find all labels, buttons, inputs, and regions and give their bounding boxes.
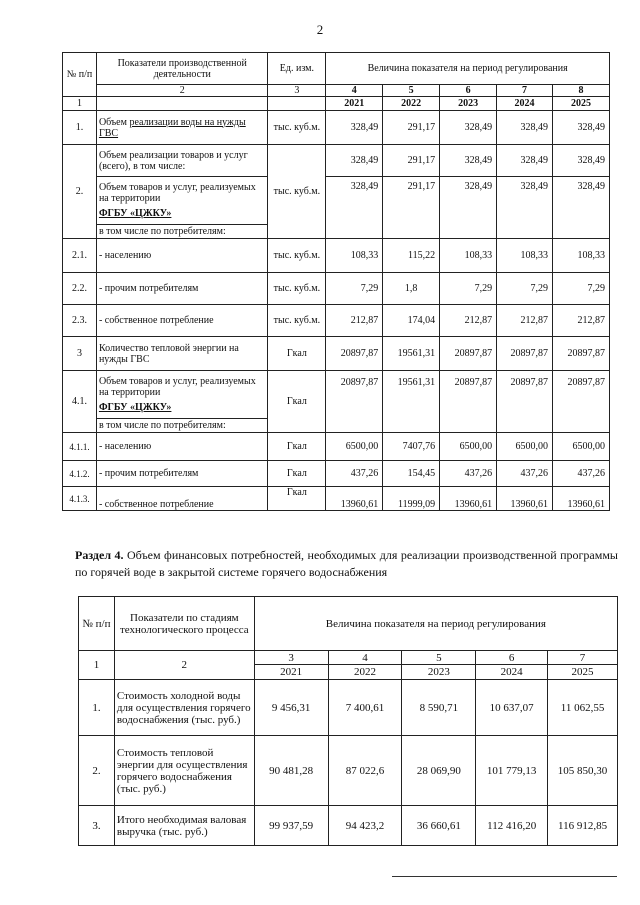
col-number: 5 — [402, 651, 476, 665]
value-cell: 20897,87 — [553, 371, 610, 433]
row-num: 2.3. — [63, 305, 97, 337]
value-cell: 20897,87 — [326, 337, 383, 371]
value-cell: 291,17 — [383, 177, 440, 239]
value-cell: 437,26 — [497, 461, 553, 487]
value-cell: 108,33 — [326, 239, 383, 273]
row-label: Итого необходимая валовая выручка (тыс. руб.) — [114, 806, 254, 846]
row-num: 2. — [79, 736, 115, 806]
row-num: 2.2. — [63, 273, 97, 305]
value-cell: 328,49 — [440, 111, 497, 145]
row-unit: Гкал — [268, 337, 326, 371]
value-cell: 94 423,2 — [328, 806, 402, 846]
row-unit: тыс. куб.м. — [268, 111, 326, 145]
row-num: 4.1. — [63, 371, 97, 433]
value-cell: 328,49 — [553, 177, 610, 239]
header-unit: Ед. изм. — [268, 53, 326, 85]
value-cell: 328,49 — [326, 145, 383, 177]
value-cell: 6500,00 — [497, 433, 553, 461]
row-label: - населению — [96, 433, 268, 461]
row-unit: Гкал — [268, 461, 326, 487]
col-number: 5 — [383, 85, 440, 97]
row-unit: тыс. куб.м. — [268, 273, 326, 305]
col-number: 6 — [440, 85, 497, 97]
row-num: 3. — [79, 806, 115, 846]
header-value-period: Величина показателя на период регулирования — [254, 597, 617, 651]
row-unit: Гкал — [268, 487, 326, 511]
section-4-label: Раздел 4. — [75, 548, 124, 562]
value-cell: 7 400,61 — [328, 680, 402, 736]
year-cell: 2021 — [326, 97, 383, 111]
value-cell: 437,26 — [553, 461, 610, 487]
value-cell: 6500,00 — [440, 433, 497, 461]
header-indicator: Показатели по стадиям технологического процесса — [114, 597, 254, 651]
value-cell: 212,87 — [553, 305, 610, 337]
value-cell: 87 022,6 — [328, 736, 402, 806]
financial-needs-table — [78, 596, 618, 846]
value-cell: 1,8 — [383, 273, 440, 305]
row-label: Количество тепловой энергии на нужды ГВС — [96, 337, 268, 371]
row-num: 3 — [63, 337, 97, 371]
row-num: 2.1. — [63, 239, 97, 273]
row-label: Объем товаров и услуг, реализуемых на территории ФГБУ «ЦЖКУ» — [96, 371, 268, 419]
row-num: 4.1.1. — [63, 433, 97, 461]
row-label: Объем реализации товаров и услуг (всего), в том числе: — [96, 145, 268, 177]
value-cell: 108,33 — [553, 239, 610, 273]
col-number: 7 — [548, 651, 618, 665]
row-num: 2. — [63, 145, 97, 239]
footer-divider — [392, 876, 617, 877]
row-label: - собственное потребление — [96, 487, 268, 511]
value-cell: 328,49 — [326, 111, 383, 145]
org-name: ФГБУ «ЦЖКУ» — [98, 208, 172, 219]
value-cell: 101 779,13 — [476, 736, 548, 806]
row-label: - населению — [96, 239, 268, 273]
value-cell: 112 416,20 — [476, 806, 548, 846]
year-cell: 2021 — [254, 665, 328, 680]
value-cell: 13960,61 — [326, 487, 383, 511]
value-cell: 99 937,59 — [254, 806, 328, 846]
col-number: 4 — [328, 651, 402, 665]
value-cell: 115,22 — [383, 239, 440, 273]
col-number: 6 — [476, 651, 548, 665]
value-cell: 291,17 — [383, 145, 440, 177]
value-cell: 20897,87 — [497, 371, 553, 433]
value-cell: 437,26 — [440, 461, 497, 487]
col-number-first: 1 — [63, 97, 97, 111]
value-cell: 328,49 — [440, 177, 497, 239]
header-indicator: Показатели производственной деятельности — [96, 53, 268, 85]
row-unit: Гкал — [268, 371, 326, 433]
col-number: 1 — [79, 651, 115, 680]
value-cell: 28 069,90 — [402, 736, 476, 806]
col-number: 4 — [326, 85, 383, 97]
value-cell: 11999,09 — [383, 487, 440, 511]
row-label: Стоимость тепловой энергии для осуществления горячего водоснабжения (тыс. руб.) — [114, 736, 254, 806]
row-label: - прочим потребителям — [96, 273, 268, 305]
value-cell: 20897,87 — [440, 371, 497, 433]
year-cell: 2022 — [383, 97, 440, 111]
section-4-text: Объем финансовых потребностей, необходимых для реализации производственной программы по горячей воде в закрытой системе горячего водоснабжения — [75, 548, 618, 579]
col-number: 2 — [96, 85, 268, 97]
row-label: Стоимость холодной воды для осуществления горячего водоснабжения (тыс. руб.) — [114, 680, 254, 736]
col-number: 3 — [268, 85, 326, 97]
header-num: № п/п — [63, 53, 97, 97]
value-cell: 328,49 — [553, 145, 610, 177]
value-cell: 174,04 — [383, 305, 440, 337]
org-name: ФГБУ «ЦЖКУ» — [98, 402, 172, 413]
value-cell: 20897,87 — [440, 337, 497, 371]
year-cell: 2025 — [553, 97, 610, 111]
production-indicators-table — [62, 52, 610, 511]
header-num: № п/п — [79, 597, 115, 651]
row-num: 4.1.2. — [63, 461, 97, 487]
value-cell: 13960,61 — [497, 487, 553, 511]
row-unit: тыс. куб.м. — [268, 305, 326, 337]
value-cell: 154,45 — [383, 461, 440, 487]
value-cell: 328,49 — [553, 111, 610, 145]
value-cell: 20897,87 — [497, 337, 553, 371]
header-value-period: Величина показателя на период регулирования — [326, 53, 610, 85]
row-num: 1. — [63, 111, 97, 145]
row-unit: Гкал — [268, 433, 326, 461]
value-cell: 212,87 — [440, 305, 497, 337]
value-cell: 116 912,85 — [548, 806, 618, 846]
row-label: Объем товаров и услуг, реализуемых на территории ФГБУ «ЦЖКУ» — [96, 177, 268, 225]
value-cell: 7,29 — [326, 273, 383, 305]
value-cell: 328,49 — [326, 177, 383, 239]
value-cell: 36 660,61 — [402, 806, 476, 846]
row-label: - прочим потребителям — [96, 461, 268, 487]
value-cell: 291,17 — [383, 111, 440, 145]
value-cell: 212,87 — [326, 305, 383, 337]
value-cell: 328,49 — [497, 145, 553, 177]
year-cell: 2024 — [476, 665, 548, 680]
year-cell: 2023 — [440, 97, 497, 111]
value-cell: 328,49 — [497, 177, 553, 239]
value-cell: 7,29 — [553, 273, 610, 305]
value-cell: 9 456,31 — [254, 680, 328, 736]
value-cell: 108,33 — [440, 239, 497, 273]
row-label: Объем реализации воды на нужды ГВС — [96, 111, 268, 145]
value-cell: 11 062,55 — [548, 680, 618, 736]
value-cell: 20897,87 — [326, 371, 383, 433]
row-label: в том числе по потребителям: — [96, 419, 268, 433]
value-cell: 7,29 — [440, 273, 497, 305]
row-num: 4.1.3. — [63, 487, 97, 511]
value-cell: 108,33 — [497, 239, 553, 273]
col-number: 7 — [497, 85, 553, 97]
year-cell: 2025 — [548, 665, 618, 680]
col-number: 3 — [254, 651, 328, 665]
value-cell: 90 481,28 — [254, 736, 328, 806]
page-number: 2 — [316, 22, 324, 37]
col-number: 2 — [114, 651, 254, 680]
value-cell: 7,29 — [497, 273, 553, 305]
value-cell: 8 590,71 — [402, 680, 476, 736]
value-cell: 105 850,30 — [548, 736, 618, 806]
value-cell: 19561,31 — [383, 371, 440, 433]
value-cell: 6500,00 — [553, 433, 610, 461]
value-cell: 6500,00 — [326, 433, 383, 461]
value-cell: 19561,31 — [383, 337, 440, 371]
value-cell: 20897,87 — [553, 337, 610, 371]
row-label: - собственное потребление — [96, 305, 268, 337]
year-cell: 2022 — [328, 665, 402, 680]
section-4-heading — [75, 547, 618, 581]
value-cell: 328,49 — [440, 145, 497, 177]
value-cell: 10 637,07 — [476, 680, 548, 736]
value-cell: 212,87 — [497, 305, 553, 337]
value-cell: 328,49 — [497, 111, 553, 145]
row-label: в том числе по потребителям: — [96, 225, 268, 239]
value-cell: 7407,76 — [383, 433, 440, 461]
year-cell: 2024 — [497, 97, 553, 111]
value-cell: 437,26 — [326, 461, 383, 487]
row-unit: тыс. куб.м. — [268, 145, 326, 239]
col-number: 8 — [553, 85, 610, 97]
value-cell: 13960,61 — [553, 487, 610, 511]
value-cell: 13960,61 — [440, 487, 497, 511]
year-cell: 2023 — [402, 665, 476, 680]
row-unit: тыс. куб.м. — [268, 239, 326, 273]
row-num: 1. — [79, 680, 115, 736]
